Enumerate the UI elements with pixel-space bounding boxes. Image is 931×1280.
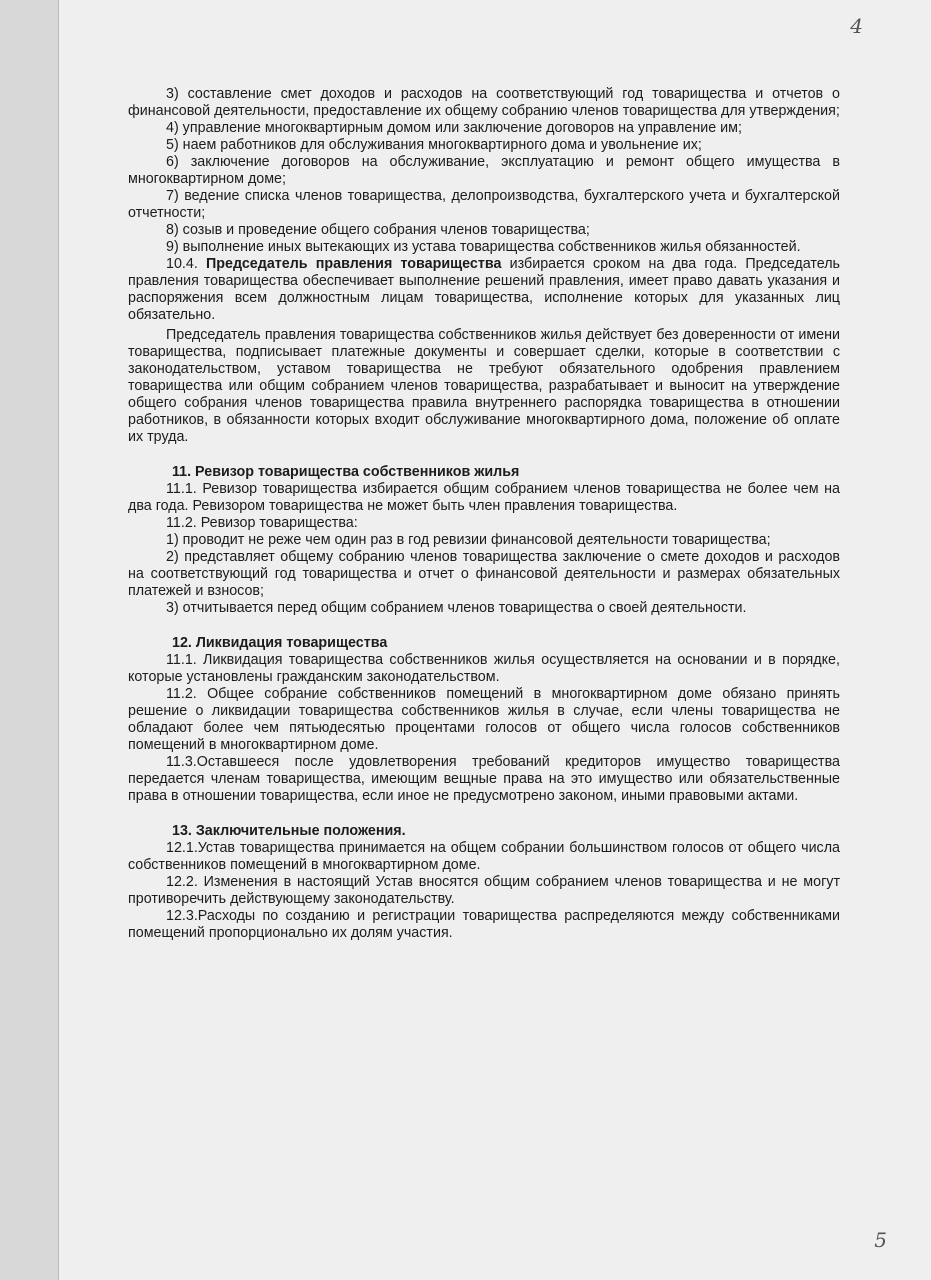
section-heading-11: 11. Ревизор товарищества собственников жилья bbox=[172, 464, 520, 480]
list-item: 1) проводит не реже чем один раз в год ревизии финансовой деятельности товарищества; bbox=[166, 532, 771, 548]
list-item: 6) заключение договоров на обслуживание, эксплуатацию и ремонт общего имущества в многоквартирном доме; bbox=[128, 154, 840, 187]
paragraph: 11.3.Оставшееся после удовлетворения требований кредиторов имущество товарищества передается членам товарищества, имеющим вещные права на это имущество или обязательственные права в отношении товарищества, если иное не предусмотрено законом, иными правовыми актами. bbox=[128, 754, 840, 804]
scan-left-margin bbox=[0, 0, 58, 1280]
list-item: 4) управление многоквартирным домом или заключение договоров на управление им; bbox=[166, 120, 742, 136]
paragraph: 11.2. Ревизор товарищества: bbox=[166, 515, 358, 531]
list-item: 7) ведение списка членов товарищества, делопроизводства, бухгалтерского учета и бухгалтерской отчетности; bbox=[128, 188, 840, 221]
document-body bbox=[128, 86, 840, 942]
paragraph-10-4-continued: Председатель правления товарищества собственников жилья действует без доверенности от имени товарищества, подписывает платежные документы и совершает сделки, которые в соответствии с законодательством, уставом товарищества не требуют обязательного одобрения правлением товарищества или общим собранием членов товарищества, разрабатывает и выносит на утверждение общего собрания членов товарищества правила внутреннего распорядка товарищества в отношении работников, в обязанности которых входит обслуживание многоквартирного дома, положение об оплате их труда. bbox=[128, 327, 840, 445]
paragraph: 11.1. Ликвидация товарищества собственников жилья осуществляется на основании и в порядке, которые установлены гражданским законодательством. bbox=[128, 652, 840, 685]
section-heading-13: 13. Заключительные положения. bbox=[172, 823, 406, 839]
paragraph: 12.3.Расходы по созданию и регистрации товарищества распределяются между собственниками помещений пропорционально их долям участия. bbox=[128, 908, 840, 941]
paragraph: 11.1. Ревизор товарищества избирается общим собранием членов товарищества не более чем на два года. Ревизором товарищества не может быть член правления товарищества. bbox=[128, 481, 840, 514]
paragraph-bold-term: Председатель правления товарищества bbox=[206, 256, 502, 272]
section-heading-12: 12. Ликвидация товарищества bbox=[172, 635, 388, 651]
list-item: 9) выполнение иных вытекающих из устава товарищества собственников жилья обязанностей. bbox=[166, 239, 801, 255]
paragraph: 12.1.Устав товарищества принимается на общем собрании большинством голосов от общего числа собственников помещений в многоквартирном доме. bbox=[128, 840, 840, 873]
scan-edge-line bbox=[58, 0, 59, 1280]
page-number-bottom: 5 bbox=[874, 1228, 887, 1252]
paragraph-10-4 bbox=[128, 256, 840, 324]
list-item: 3) составление смет доходов и расходов на соответствующий год товарищества и отчетов о финансовой деятельности, предоставление их общему собранию членов товарищества для утверждения; bbox=[128, 86, 840, 119]
list-item: 5) наем работников для обслуживания многоквартирного дома и увольнение их; bbox=[166, 137, 702, 153]
list-item: 3) отчитывается перед общим собранием членов товарищества о своей деятельности. bbox=[166, 600, 747, 616]
list-item: 2) представляет общему собранию членов товарищества заключение о смете доходов и расходов на соответствующий год товарищества и отчет о финансовой деятельности и размерах обязательных платежей и взносов; bbox=[128, 549, 840, 599]
paragraph: 11.2. Общее собрание собственников помещений в многоквартирном доме обязано принять решение о ликвидации товарищества собственников жилья в случае, если члены товарищества не обладают более чем пятьюдесятью процентами голосов от общего числа голосов собственников помещений в многоквартирном доме. bbox=[128, 686, 840, 753]
list-item: 8) созыв и проведение общего собрания членов товарищества; bbox=[166, 222, 590, 238]
page-number-top: 4 bbox=[850, 14, 863, 38]
paragraph-text: избирается сроком на два года. Председатель правления товарищества обеспечивает выполнение решений правления, имеет право давать указания и распоряжения всем должностным лицам товарищества, исполнение которых для указанных лиц обязательно. bbox=[128, 256, 840, 323]
paragraph-number: 10.4. bbox=[166, 256, 198, 272]
paragraph: 12.2. Изменения в настоящий Устав вносятся общим собранием членов товарищества и не могут противоречить действующему законодательству. bbox=[128, 874, 840, 907]
